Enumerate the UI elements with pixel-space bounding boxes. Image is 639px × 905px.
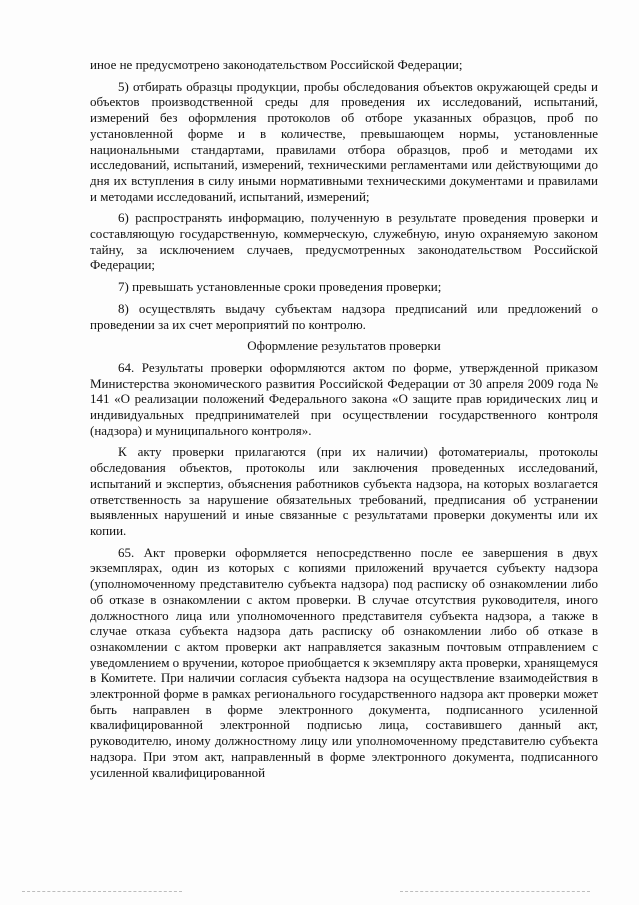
footer-divider-left (22, 891, 182, 892)
paragraph-64-attachments: К акту проверки прилагаются (при их наличии) фотоматериалы, протоколы обследования объектов, протоколы или заключения проведенных исследований, испытаний и экспертиз, объяснения работников субъекта надзора, на которых возлагается ответственность за нарушение обязательных требований, предписания об устранении выявленных нарушений и иные связанные с результатами проверки документы или их копии. (90, 444, 598, 538)
document-body (90, 57, 598, 786)
paragraph-item-8: 8) осуществлять выдачу субъектам надзора предписаний или предложений о проведении за их счет мероприятий по контролю. (90, 300, 598, 332)
paragraph-64: 64. Результаты проверки оформляются актом по форме, утвержденной приказом Министерства экономического развития Российской Федерации от 30 апреля 2009 года № 141 «О реализации положений Федерального закона «О защите прав юридических лиц и индивидуальных предпринимателей при осуществлении государственного контроля (надзора) и муниципального контроля». (90, 359, 598, 438)
section-heading: Оформление результатов проверки (247, 338, 441, 354)
paragraph-item-5: 5) отбирать образцы продукции, пробы обследования объектов окружающей среды и объектов производственной среды для проведения их исследований, испытаний, измерений без оформления протоколов об отборе указанных образцов, проб по установленной форме и в количестве, превышающем нормы, установленные национальными стандартами, правилами отбора образцов, проб и методами их исследований, испытаний, измерений, техническими регламентами или действующими до дня их вступления в силу иными нормативными техническими документами и правилами и методами исследований, испытаний, измерений; (90, 78, 598, 204)
footer-divider-right (400, 891, 590, 892)
paragraph-continuation: иное не предусмотрено законодательством Российской Федерации; (90, 57, 463, 72)
paragraph-65: 65. Акт проверки оформляется непосредственно после ее завершения в двух экземплярах, один из которых с копиями приложений вручается субъекту надзора (уполномоченному представителю субъекта надзора) под расписку об ознакомлении либо об отказе в ознакомлении с актом проверки. В случае отсутствия руководителя, иного должностного лица или уполномоченного представителя субъекта надзора, а также в случае отказа субъекта надзора дать расписку об ознакомлении либо об отказе в ознакомлении с актом проверки акт направляется заказным почтовым отправлением с уведомлением о вручении, которое приобщается к экземпляру акта проверки, хранящемуся в Комитете. При наличии согласия субъекта надзора на осуществление взаимодействия в электронной форме в рамках регионального государственного надзора акт проверки может быть направлен в форме электронного документа, подписанного усиленной квалифицированной электронной подписью лица, составившего данный акт, руководителю, иному должностному лицу или уполномоченному представителю субъекта надзора. При этом акт, направленный в форме электронного документа, подписанного усиленной квалифицированной (90, 544, 598, 780)
paragraph-item-7: 7) превышать установленные сроки проведения проверки; (118, 279, 442, 295)
paragraph-item-6: 6) распространять информацию, полученную в результате проведения проверки и составляющую государственную, коммерческую, служебную, иную охраняемую законом тайну, за исключением случаев, предусмотренных законодательством Российской Федерации; (90, 210, 598, 273)
